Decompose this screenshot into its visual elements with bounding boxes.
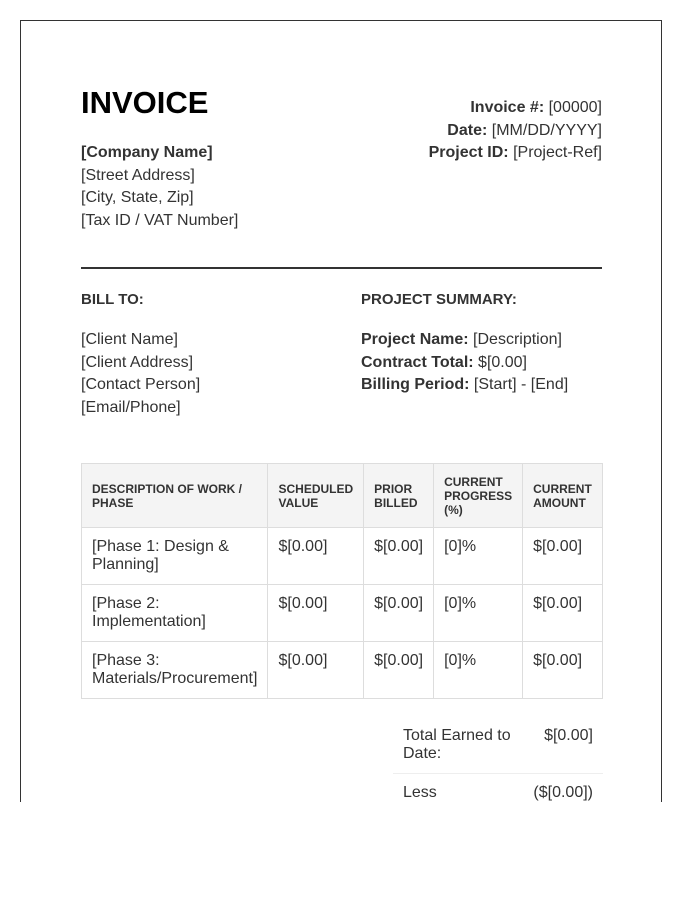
header-prior-billed: PRIOR BILLED (364, 464, 434, 528)
contact-person: [Contact Person] (81, 376, 201, 393)
invoice-meta (429, 97, 602, 165)
header-divider (81, 267, 602, 269)
row-current-progress: [0]% (434, 528, 523, 585)
project-id-value: [Project-Ref] (513, 144, 602, 161)
header-scheduled-value: SCHEDULED VALUE (268, 464, 364, 528)
project-summary-heading: PROJECT SUMMARY: (361, 291, 517, 308)
row-scheduled-value: $[0.00] (268, 585, 364, 642)
project-name-label: Project Name: (361, 331, 469, 348)
less-value: ($[0.00]) (533, 784, 593, 801)
total-earned-row (393, 717, 603, 774)
row-description: [Phase 2: Implementation] (82, 585, 268, 642)
row-current-progress: [0]% (434, 585, 523, 642)
project-name-value: [Description] (473, 331, 562, 348)
total-earned-label: Total Earned to Date: (403, 727, 511, 762)
invoice-number-value: [00000] (548, 99, 602, 116)
row-current-amount: $[0.00] (523, 528, 603, 585)
invoice-number-line (429, 97, 602, 120)
company-street: [Street Address] (81, 166, 195, 184)
row-description: [Phase 3: Materials/Procurement] (82, 642, 268, 699)
work-table (81, 463, 603, 699)
invoice-date-line (429, 120, 602, 143)
invoice-date-value: [MM/DD/YYYY] (491, 121, 602, 139)
total-earned-value: $[0.00] (544, 727, 593, 744)
project-id-label: Project ID: (428, 144, 509, 161)
less-row (393, 774, 603, 802)
bill-to-section (81, 290, 341, 419)
header-current-amount: CURRENT AMOUNT (523, 464, 603, 528)
row-current-amount: $[0.00] (523, 585, 603, 642)
table-row (82, 642, 603, 699)
totals-section (393, 717, 603, 802)
table-row (82, 528, 603, 585)
contract-total-value: $[0.00] (478, 353, 527, 371)
row-current-progress: [0]% (434, 642, 523, 699)
company-block (81, 142, 238, 232)
table-header-row (82, 464, 603, 528)
invoice-date-label: Date: (447, 121, 488, 139)
billing-period-label: Billing Period: (361, 376, 470, 393)
invoice-number-label: Invoice #: (470, 99, 545, 116)
billing-period-value: [Start] - [End] (473, 376, 569, 393)
billing-period-line (361, 374, 621, 397)
project-id-line (429, 142, 602, 165)
contract-total-line (361, 352, 621, 375)
header-description: DESCRIPTION OF WORK / PHASE (82, 464, 268, 528)
client-name: [Client Name] (81, 331, 178, 348)
row-current-amount: $[0.00] (523, 642, 603, 699)
row-prior-billed: $[0.00] (364, 642, 434, 699)
bill-to-heading: BILL TO: (81, 291, 144, 308)
project-summary-lines (361, 329, 621, 397)
client-email-phone: [Email/Phone] (81, 398, 181, 416)
row-scheduled-value: $[0.00] (268, 528, 364, 585)
invoice-title: INVOICE (81, 85, 209, 120)
company-name: [Company Name] (81, 144, 213, 161)
company-city: [City, State, Zip] (81, 189, 194, 206)
table-row (82, 585, 603, 642)
client-address: [Client Address] (81, 353, 194, 371)
project-summary-section (361, 290, 621, 397)
contract-total-label: Contract Total: (361, 353, 474, 371)
row-description: [Phase 1: Design & Planning] (82, 528, 268, 585)
less-label: Less (403, 784, 437, 801)
row-scheduled-value: $[0.00] (268, 642, 364, 699)
invoice-page (20, 20, 662, 802)
project-name-line (361, 329, 621, 352)
row-prior-billed: $[0.00] (364, 585, 434, 642)
bill-to-lines (81, 329, 341, 419)
row-prior-billed: $[0.00] (364, 528, 434, 585)
company-tax-id: [Tax ID / VAT Number] (81, 211, 239, 229)
header-current-progress: CURRENT PROGRESS (%) (434, 464, 523, 528)
